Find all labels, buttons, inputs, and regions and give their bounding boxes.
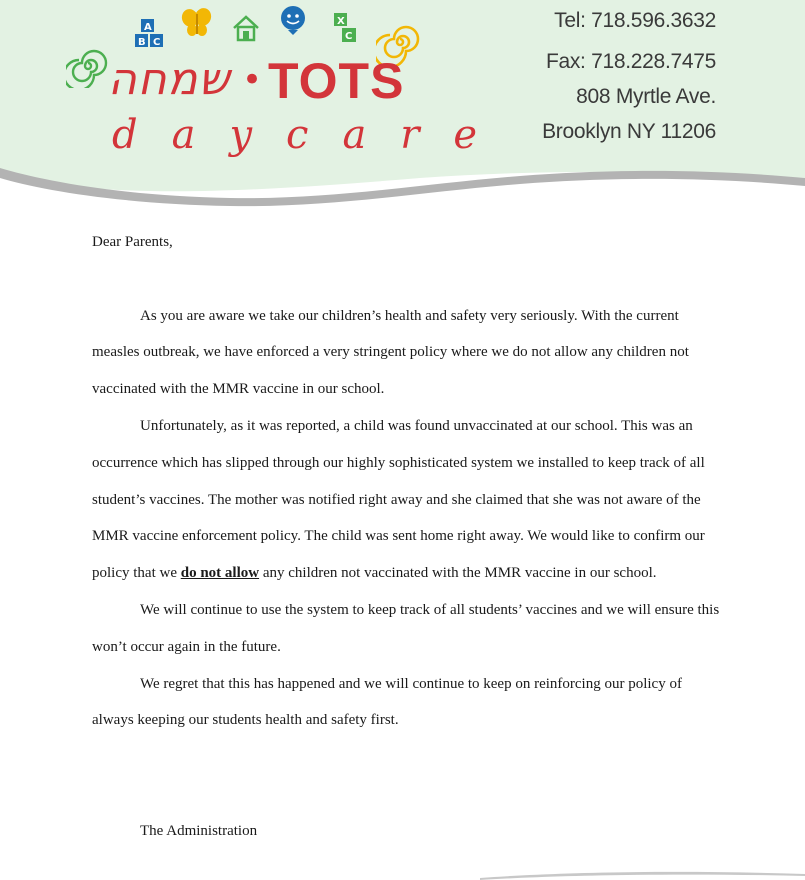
paragraph-2-text-end: any children not vaccinated with the MMR vaccine in our school. (259, 565, 657, 582)
svg-text:B: B (138, 37, 146, 48)
logo-separator: • (242, 60, 263, 100)
contact-block (542, 6, 716, 152)
abc-block-icon (134, 18, 164, 50)
letter-body (92, 224, 722, 850)
svg-text:C: C (153, 37, 161, 48)
street-address: 808 Myrtle Ave. (576, 85, 716, 108)
paragraph-4: We regret that this has happened and we will continue to keep on reinforcing our policy of always keeping our students health and safety first. (92, 675, 682, 729)
house-icon (232, 14, 260, 42)
svg-text:X: X (337, 16, 345, 27)
city-address: Brooklyn NY 11206 (542, 120, 716, 143)
svg-text:A: A (144, 22, 152, 33)
smiley-balloon-icon (278, 4, 308, 42)
block-icon (328, 12, 360, 44)
fax-number: Fax: 718.228.7475 (545, 50, 716, 73)
logo-hebrew-name: שמחה (108, 54, 231, 105)
policy-emphasis: do not allow (180, 565, 260, 582)
logo-latin-name: TOTS (268, 53, 405, 109)
letterhead (0, 0, 805, 215)
paragraph-1: As you are aware we take our children’s health and safety very seriously. With the current measles outbreak, we have enforced a very stringent policy where we do not allow any children not vaccinated with the MMR vaccine in our school. (92, 307, 689, 398)
daycare-logo (66, 2, 512, 174)
paragraph-3: We will continue to use the system to keep track of all students’ vaccines and we will ensure this won’t occur again in the future. (92, 601, 720, 655)
salutation: Dear Parents, (92, 234, 173, 250)
phone-number: Tel: 718.596.3632 (554, 9, 716, 32)
footer-wave (0, 862, 805, 880)
butterfly-icon (180, 8, 214, 38)
swirl-icon (66, 40, 108, 88)
paragraph-2 (92, 408, 722, 592)
paragraph-2-text: Unfortunately, as it was reported, a child was found unvaccinated at our school. This was an occurrence which has slipped through our highly sophisticated system we installed to keep track of all student’s vaccines. The mother was notified right away and she claimed that she was not aware of the MMR vaccine enforcement policy. The child was sent home right away. We would like to confirm our policy that we (92, 417, 705, 582)
signature: The Administration (140, 822, 258, 839)
svg-text:C: C (345, 31, 353, 42)
logo-subtitle: daycare (112, 112, 512, 158)
